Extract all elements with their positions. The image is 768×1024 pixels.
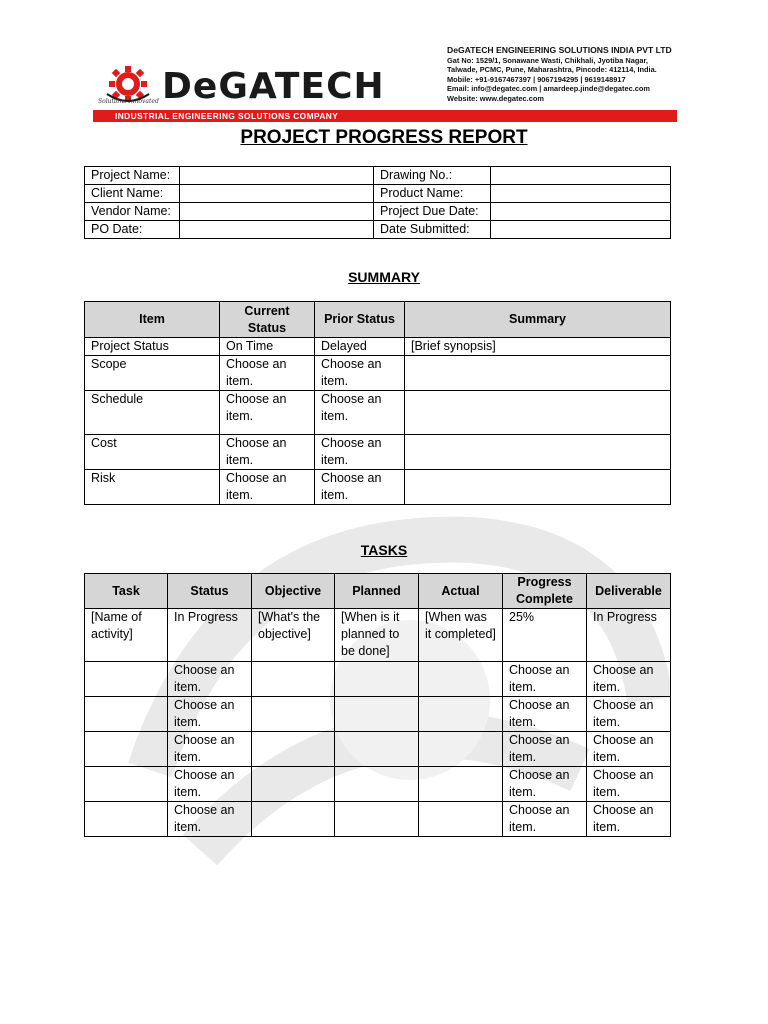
prior-status-dropdown[interactable]: Choose an item. (315, 435, 405, 470)
planned-field[interactable]: [When is it planned to be done] (335, 609, 419, 662)
company-address-line2: Talwade, PCMC, Pune, Maharashtra, Pincode: 412114, India. (447, 65, 657, 75)
tasks-column-header: Planned (335, 574, 419, 609)
actual-field[interactable] (419, 767, 503, 802)
summary-table (84, 301, 671, 505)
planned-field[interactable] (335, 662, 419, 697)
info-label: Client Name: (85, 185, 180, 203)
info-value-field[interactable] (491, 167, 671, 185)
summary-row (85, 356, 671, 391)
task-row (85, 767, 671, 802)
tasks-column-header: Actual (419, 574, 503, 609)
tasks-heading: TASKS (360, 542, 408, 558)
tasks-column-header: Objective (252, 574, 335, 609)
summary-text-field[interactable] (405, 391, 671, 435)
deliverable-dropdown[interactable]: In Progress (587, 609, 671, 662)
logo-tagline: Solutions Innovated (98, 98, 159, 105)
company-name: DeGATECH ENGINEERING SOLUTIONS INDIA PVT LTD (447, 45, 672, 55)
info-value-field[interactable] (491, 185, 671, 203)
info-row (85, 185, 671, 203)
info-label: Product Name: (374, 185, 491, 203)
status-dropdown[interactable]: Choose an item. (168, 767, 252, 802)
status-dropdown[interactable]: Choose an item. (168, 697, 252, 732)
current-status-dropdown[interactable]: Choose an item. (220, 470, 315, 505)
progress-dropdown[interactable]: Choose an item. (503, 732, 587, 767)
summary-item-label: Scope (85, 356, 220, 391)
summary-item-label: Risk (85, 470, 220, 505)
summary-heading: SUMMARY (348, 269, 420, 285)
task-row (85, 802, 671, 837)
summary-text-field[interactable]: [Brief synopsis] (405, 338, 671, 356)
status-dropdown[interactable]: In Progress (168, 609, 252, 662)
prior-status-dropdown[interactable]: Choose an item. (315, 356, 405, 391)
task-name-field[interactable]: [Name of activity] (85, 609, 168, 662)
tasks-table (84, 573, 671, 837)
company-contact-block (447, 45, 697, 103)
objective-field[interactable]: [What's the objective] (252, 609, 335, 662)
info-value-field[interactable] (180, 167, 374, 185)
status-dropdown[interactable]: Choose an item. (168, 662, 252, 697)
info-value-field[interactable] (180, 221, 374, 239)
summary-column-header: Item (85, 302, 220, 338)
info-row (85, 167, 671, 185)
actual-field[interactable] (419, 802, 503, 837)
company-address-line1: Gat No: 1529/1, Sonawane Wasti, Chikhali, Jyotiba Nagar, (447, 56, 648, 65)
objective-field[interactable] (252, 767, 335, 802)
planned-field[interactable] (335, 767, 419, 802)
planned-field[interactable] (335, 802, 419, 837)
company-mobile: Mobile: +91-9167467397 | 9067194295 | 9619148917 (447, 74, 626, 84)
planned-field[interactable] (335, 732, 419, 767)
progress-dropdown[interactable]: Choose an item. (503, 662, 587, 697)
task-name-field[interactable] (85, 697, 168, 732)
actual-field[interactable] (419, 697, 503, 732)
summary-row (85, 338, 671, 356)
objective-field[interactable] (252, 802, 335, 837)
task-name-field[interactable] (85, 732, 168, 767)
info-row (85, 203, 671, 221)
deliverable-dropdown[interactable]: Choose an item. (587, 802, 671, 837)
task-name-field[interactable] (85, 767, 168, 802)
tasks-column-header: Task (85, 574, 168, 609)
status-dropdown[interactable]: Choose an item. (168, 732, 252, 767)
task-row (85, 662, 671, 697)
project-info-table (84, 166, 671, 239)
summary-text-field[interactable] (405, 435, 671, 470)
logo-wordmark: DeGATECH (162, 66, 385, 107)
info-label: Vendor Name: (85, 203, 180, 221)
objective-field[interactable] (252, 662, 335, 697)
summary-column-header: Summary (405, 302, 671, 338)
progress-dropdown[interactable]: Choose an item. (503, 767, 587, 802)
tasks-column-header: Deliverable (587, 574, 671, 609)
tasks-column-header: Progress Complete (503, 574, 587, 609)
summary-item-label: Cost (85, 435, 220, 470)
summary-row (85, 391, 671, 435)
progress-dropdown[interactable]: 25% (503, 609, 587, 662)
task-name-field[interactable] (85, 802, 168, 837)
current-status-dropdown[interactable]: Choose an item. (220, 391, 315, 435)
objective-field[interactable] (252, 697, 335, 732)
info-value-field[interactable] (491, 221, 671, 239)
info-value-field[interactable] (180, 203, 374, 221)
info-label: Drawing No.: (374, 167, 491, 185)
summary-item-label: Schedule (85, 391, 220, 435)
actual-field[interactable] (419, 732, 503, 767)
prior-status-dropdown[interactable]: Choose an item. (315, 470, 405, 505)
current-status-dropdown[interactable]: Choose an item. (220, 435, 315, 470)
summary-column-header: Prior Status (315, 302, 405, 338)
tasks-column-header: Status (168, 574, 252, 609)
progress-dropdown[interactable]: Choose an item. (503, 697, 587, 732)
current-status-dropdown[interactable]: Choose an item. (220, 356, 315, 391)
progress-dropdown[interactable]: Choose an item. (503, 802, 587, 837)
company-email: Email: info@degatec.com | amardeep.jinde@degatec.com (447, 84, 650, 94)
summary-column-header: Current Status (220, 302, 315, 338)
current-status-dropdown[interactable]: On Time (220, 338, 315, 356)
actual-field[interactable]: [When was it completed] (419, 609, 503, 662)
planned-field[interactable] (335, 697, 419, 732)
prior-status-dropdown[interactable]: Choose an item. (315, 391, 405, 435)
company-website: Website: www.degatec.com (447, 93, 544, 103)
task-row (85, 732, 671, 767)
summary-row (85, 435, 671, 470)
summary-text-field[interactable] (405, 356, 671, 391)
summary-row (85, 470, 671, 505)
prior-status-dropdown[interactable]: Delayed (315, 338, 405, 356)
info-label: PO Date: (85, 221, 180, 239)
info-value-field[interactable] (180, 185, 374, 203)
info-label: Project Due Date: (374, 203, 491, 221)
deliverable-dropdown[interactable]: Choose an item. (587, 697, 671, 732)
header-banner (93, 110, 677, 122)
actual-field[interactable] (419, 662, 503, 697)
task-row (85, 697, 671, 732)
banner-text: INDUSTRIAL ENGINEERING SOLUTIONS COMPANY (115, 111, 339, 121)
info-value-field[interactable] (491, 203, 671, 221)
page-title: PROJECT PROGRESS REPORT (240, 127, 528, 148)
deliverable-dropdown[interactable]: Choose an item. (587, 662, 671, 697)
objective-field[interactable] (252, 732, 335, 767)
status-dropdown[interactable]: Choose an item. (168, 802, 252, 837)
info-row (85, 221, 671, 239)
summary-text-field[interactable] (405, 470, 671, 505)
deliverable-dropdown[interactable]: Choose an item. (587, 767, 671, 802)
deliverable-dropdown[interactable]: Choose an item. (587, 732, 671, 767)
task-row (85, 609, 671, 662)
summary-item-label: Project Status (85, 338, 220, 356)
info-label: Date Submitted: (374, 221, 491, 239)
task-name-field[interactable] (85, 662, 168, 697)
info-label: Project Name: (85, 167, 180, 185)
